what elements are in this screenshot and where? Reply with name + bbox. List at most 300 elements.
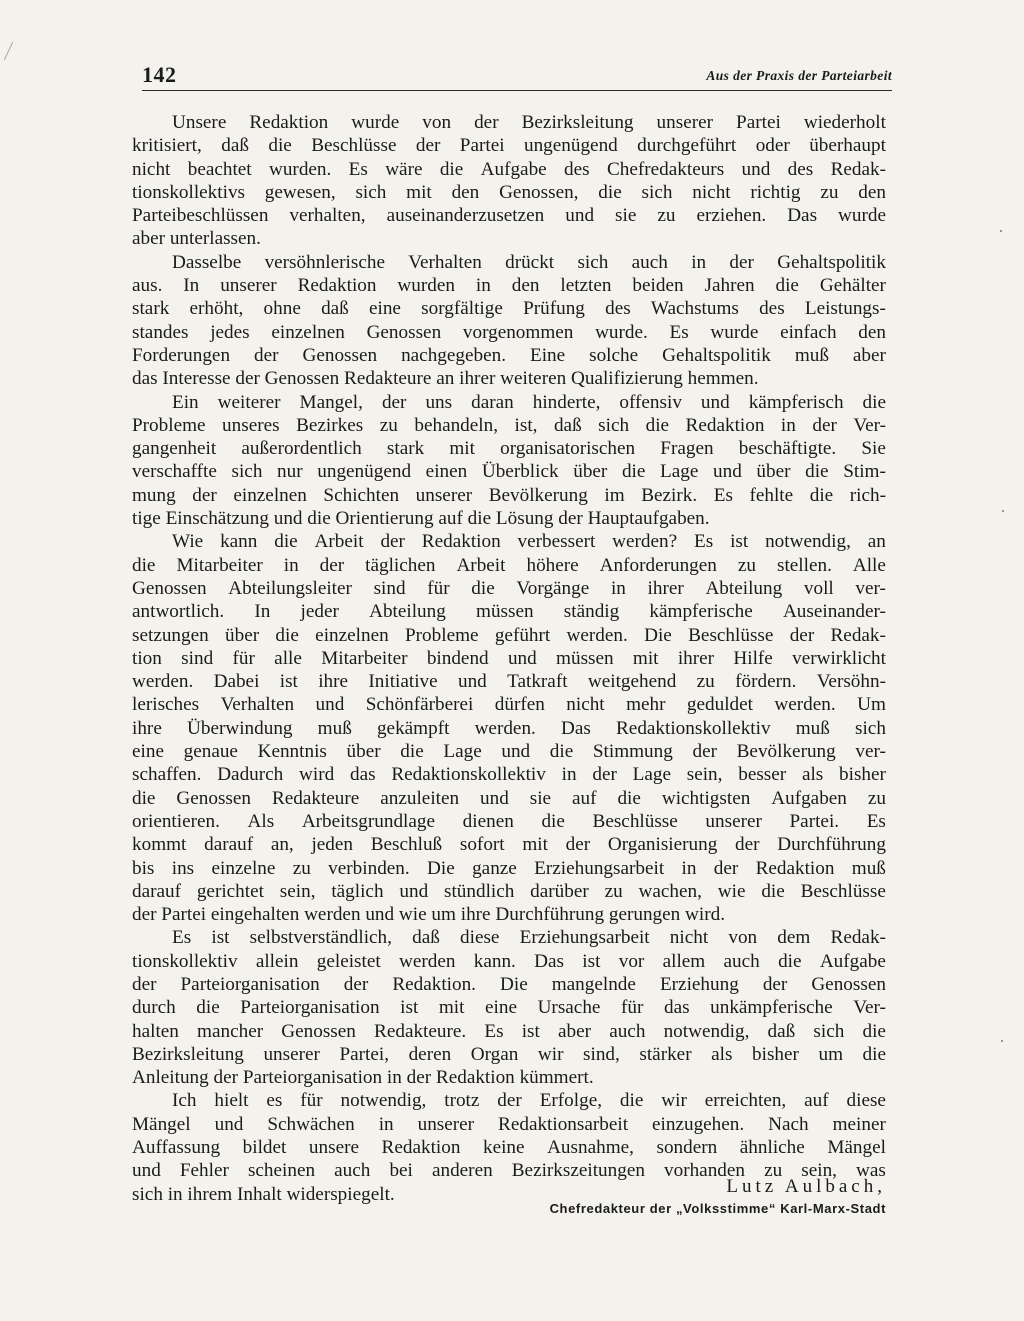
- word: kann.: [473, 950, 516, 972]
- word: nicht: [692, 181, 731, 203]
- word: überhaupt: [809, 135, 886, 157]
- word: Es: [484, 1020, 504, 1042]
- word: einzelnen: [271, 321, 345, 343]
- text-line: [132, 973, 886, 996]
- word: kämpferische: [649, 601, 753, 623]
- word: der: [762, 973, 788, 995]
- word: In: [183, 275, 200, 297]
- text-line: [132, 810, 886, 833]
- word: ver-: [855, 741, 886, 763]
- word: Leistungs-: [804, 298, 886, 320]
- word: Lage: [443, 741, 482, 763]
- word: hinderte,: [532, 391, 601, 413]
- text-line: [132, 717, 886, 740]
- word: der: [381, 391, 407, 413]
- word: der: [565, 834, 591, 856]
- word: der: [692, 741, 717, 763]
- word: lerisches: [132, 694, 200, 716]
- word: Sie: [861, 438, 886, 460]
- word: Parteibeschlüssen: [132, 205, 269, 227]
- word: den: [858, 181, 886, 203]
- word: unserer: [263, 1043, 320, 1065]
- word: allem: [662, 950, 706, 972]
- word: wurden.: [268, 158, 332, 180]
- word: bis: [132, 857, 155, 879]
- word: setzungen: [132, 624, 209, 646]
- word: schaffen.: [132, 764, 202, 786]
- word: bindend: [426, 647, 489, 669]
- word: Redaktionsarbeit: [498, 1113, 629, 1135]
- word: zu: [696, 671, 715, 693]
- word: richtig: [750, 181, 801, 203]
- word: ihre: [132, 717, 162, 739]
- word: vor: [618, 950, 645, 972]
- scan-artifact: [1000, 230, 1002, 232]
- word: Genossen: [176, 787, 251, 809]
- text-line: [132, 996, 886, 1019]
- word: Genossen: [132, 577, 207, 599]
- word: diese: [460, 927, 500, 949]
- word: ungenügend: [317, 461, 412, 483]
- word: für: [300, 1090, 323, 1112]
- word: allein: [255, 950, 299, 972]
- word: im: [604, 484, 625, 506]
- word: Es: [866, 810, 886, 832]
- text-line: das Interesse der Genossen Redakteure an ihrer weiteren Qualifizierung hemmen.: [132, 368, 759, 390]
- word: notwendig,: [663, 1020, 750, 1042]
- word: daran: [471, 391, 514, 413]
- word: der: [735, 834, 760, 856]
- word: stellen.: [776, 554, 832, 576]
- word: mehr: [626, 694, 666, 716]
- word: bisher: [839, 764, 886, 786]
- word: wurden: [397, 275, 455, 297]
- word: werden.: [774, 694, 836, 716]
- word: die: [862, 1043, 886, 1065]
- word: den: [858, 321, 886, 343]
- word: und: [507, 647, 537, 669]
- word: bisher: [752, 1043, 799, 1065]
- word: nicht: [566, 694, 605, 716]
- word: erreichten,: [704, 1090, 787, 1112]
- word: die: [132, 554, 156, 576]
- word: verhalten,: [289, 205, 366, 227]
- text-line: [132, 554, 886, 577]
- word: Das: [561, 717, 591, 739]
- word: auch: [631, 251, 668, 273]
- text-line: [132, 670, 886, 693]
- word: standes: [132, 321, 189, 343]
- text-line: [132, 1089, 886, 1112]
- word: muß: [317, 717, 352, 739]
- word: ihrer: [677, 647, 715, 669]
- word: dürfen: [494, 694, 545, 716]
- word: ständig: [563, 601, 620, 623]
- word: der: [380, 531, 405, 553]
- word: drückt: [505, 251, 555, 273]
- word: Auffassung: [132, 1137, 221, 1159]
- word: sind: [373, 577, 406, 599]
- word: und: [700, 391, 730, 413]
- word: eine: [368, 298, 401, 320]
- word: ist,: [514, 414, 538, 436]
- text-line: [132, 158, 886, 181]
- word: darauf: [204, 834, 254, 856]
- word: einzugehen.: [652, 1113, 745, 1135]
- word: Es: [694, 531, 714, 553]
- word: muß: [794, 344, 829, 366]
- word: stark: [386, 438, 425, 460]
- word: Es: [348, 158, 368, 180]
- word: ist: [730, 531, 749, 553]
- word: fehlte: [749, 484, 794, 506]
- text-line: [132, 1043, 886, 1066]
- word: Vorgänge: [516, 577, 590, 599]
- word: tionskollektivs: [132, 181, 245, 203]
- word: täglichen: [365, 554, 436, 576]
- word: jeden: [311, 834, 354, 856]
- word: Erziehungsarbeit: [519, 927, 650, 949]
- word: dienen: [462, 810, 514, 832]
- word: der: [812, 414, 837, 436]
- word: als: [711, 1043, 733, 1065]
- word: einzelne: [211, 857, 276, 879]
- word: des: [759, 298, 785, 320]
- word: Schichten: [323, 484, 400, 506]
- word: Lage: [632, 764, 671, 786]
- word: des: [564, 158, 590, 180]
- word: Durchführung: [777, 834, 886, 856]
- word: der: [254, 344, 279, 366]
- word: Dadurch: [217, 764, 284, 786]
- word: des: [605, 298, 631, 320]
- word: sofort: [459, 834, 505, 856]
- word: erhöht,: [189, 298, 244, 320]
- word: sich: [231, 461, 263, 483]
- word: bei: [389, 1160, 413, 1182]
- word: Genossen: [366, 321, 442, 343]
- word: auf: [804, 1090, 829, 1112]
- word: unserer: [656, 112, 714, 133]
- word: geführt: [494, 624, 551, 646]
- text-line: [132, 1020, 886, 1043]
- word: Bevölkerung: [736, 741, 836, 763]
- word: Ver-: [853, 414, 886, 436]
- word: beschäftigte.: [738, 438, 837, 460]
- text-line: [132, 321, 886, 344]
- text-line: [132, 624, 886, 647]
- word: Mängel: [132, 1113, 191, 1135]
- word: Partei,: [339, 1043, 390, 1065]
- word: die: [598, 181, 622, 203]
- word: Bezirk.: [641, 484, 698, 506]
- word: in: [691, 251, 707, 273]
- word: wachen,: [638, 880, 702, 902]
- text-line: [132, 763, 886, 786]
- word: es: [266, 1090, 283, 1112]
- word: Es: [669, 321, 689, 343]
- header-rule: [142, 90, 892, 91]
- word: mit: [522, 834, 548, 856]
- word: Überwindung: [187, 717, 293, 739]
- word: die: [274, 531, 298, 553]
- word: Probleme: [404, 624, 479, 646]
- word: Aufgabe: [480, 158, 547, 180]
- word: in: [681, 857, 697, 879]
- word: auf: [572, 787, 597, 809]
- word: Schönfärberei: [365, 694, 474, 716]
- word: Jahren: [704, 275, 755, 297]
- word: aus.: [132, 275, 163, 297]
- word: unkämpferische: [710, 997, 833, 1019]
- author-title: Chefredakteur der „Volksstimme“ Karl-Marx-Stadt: [549, 1201, 886, 1216]
- word: Anforderungen: [599, 554, 717, 576]
- word: die: [619, 1090, 644, 1112]
- text-line: [132, 880, 886, 903]
- word: die: [862, 1020, 886, 1042]
- word: wir: [537, 1043, 564, 1065]
- word: Das: [787, 205, 818, 227]
- word: Arbeit: [456, 554, 506, 576]
- word: Redak-: [830, 927, 886, 949]
- word: muß: [851, 857, 886, 879]
- word: ganze: [472, 857, 517, 879]
- word: und: [565, 205, 595, 227]
- word: anzuleiten: [380, 787, 460, 809]
- word: stark: [132, 298, 170, 320]
- word: Beschlüsse: [311, 135, 397, 157]
- word: verschaffte: [132, 461, 217, 483]
- word: Abteilung: [369, 601, 446, 623]
- word: Erziehungsarbeit: [534, 857, 665, 879]
- text-line: [132, 251, 886, 274]
- word: Bevölkerung: [488, 484, 588, 506]
- word: Genossen: [302, 344, 378, 366]
- word: einzelnen: [315, 624, 389, 646]
- word: nicht: [132, 158, 171, 180]
- word: In: [254, 601, 271, 623]
- word: Forderungen: [132, 344, 231, 366]
- word: wie: [717, 880, 746, 902]
- word: Schwächen: [267, 1113, 355, 1135]
- word: die: [645, 414, 670, 436]
- word: Unsere: [172, 112, 227, 133]
- word: Als: [247, 810, 275, 832]
- word: Bezirksleitung: [521, 112, 634, 133]
- word: aber: [558, 1020, 592, 1042]
- scan-artifact: [4, 42, 23, 60]
- word: trotz: [444, 1090, 480, 1112]
- word: Wachstums: [650, 298, 739, 320]
- word: müssen: [556, 647, 614, 669]
- text-line: der Partei eingehalten werden und wie um ihre Durchführung gerungen wird.: [132, 904, 726, 926]
- word: Hilfe: [733, 647, 773, 669]
- text-line: [132, 344, 886, 367]
- word: Redaktion: [755, 857, 835, 879]
- word: halten: [132, 1020, 179, 1042]
- text-line: [132, 1136, 886, 1159]
- word: nur: [277, 461, 303, 483]
- word: auch: [334, 1160, 371, 1182]
- text-line: [132, 1113, 886, 1136]
- word: unseres: [222, 414, 280, 436]
- word: die: [549, 741, 574, 763]
- word: mangelnde: [551, 973, 636, 995]
- word: Initiative: [368, 671, 438, 693]
- word: einfach: [780, 321, 837, 343]
- word: daß: [412, 927, 440, 949]
- word: mit: [449, 438, 475, 460]
- word: wurde: [838, 205, 886, 227]
- word: Organ: [470, 1043, 519, 1065]
- word: Parteiorganisation: [240, 997, 380, 1019]
- word: Abteilung: [705, 577, 783, 599]
- word: notwendig,: [765, 531, 851, 553]
- word: was: [856, 1160, 886, 1182]
- text-line: [132, 787, 886, 810]
- word: werden.: [474, 717, 536, 739]
- word: mit: [438, 997, 465, 1019]
- word: Redaktion: [421, 531, 501, 553]
- word: selbstverständlich,: [249, 927, 392, 949]
- word: in: [610, 577, 626, 599]
- word: Abteilungsleiter: [228, 577, 352, 599]
- word: Bezirksleitung: [132, 1043, 244, 1065]
- word: Stimmung: [592, 741, 673, 763]
- word: ist: [521, 1020, 540, 1042]
- word: die: [805, 461, 829, 483]
- word: offensiv: [619, 391, 682, 413]
- word: wurde: [351, 112, 400, 133]
- word: zu: [379, 414, 398, 436]
- word: einzelnen: [233, 484, 307, 506]
- word: Chefredakteurs: [606, 158, 725, 180]
- word: über: [346, 741, 381, 763]
- word: Es: [172, 927, 192, 949]
- word: gewesen,: [264, 181, 336, 203]
- word: keine: [482, 1137, 525, 1159]
- word: und: [457, 671, 487, 693]
- word: ist: [211, 927, 230, 949]
- word: Aufgaben: [771, 787, 847, 809]
- word: ungenügend: [523, 135, 618, 157]
- word: Gehälter: [819, 275, 886, 297]
- text-line: tige Einschätzung und die Orientierung auf die Lösung der Hauptaufgaben.: [132, 508, 710, 530]
- text-line: [132, 111, 886, 134]
- word: über: [573, 461, 608, 483]
- text-line: [132, 577, 886, 600]
- word: meiner: [832, 1113, 886, 1135]
- word: der: [192, 484, 217, 506]
- word: in: [283, 554, 299, 576]
- word: wird: [299, 764, 335, 786]
- word: sich: [598, 414, 630, 436]
- word: sich: [577, 251, 609, 273]
- word: an: [867, 531, 886, 553]
- word: die: [275, 624, 299, 646]
- word: geduldet: [686, 694, 753, 716]
- word: Stim-: [843, 461, 886, 483]
- word: darauf: [132, 880, 181, 902]
- word: werden?: [612, 531, 678, 553]
- word: für: [427, 577, 450, 599]
- word: ins: [171, 857, 195, 879]
- word: und: [501, 741, 531, 763]
- word: Ich: [172, 1090, 197, 1112]
- word: die: [809, 484, 834, 506]
- word: kann: [220, 531, 258, 553]
- word: täglich: [331, 880, 384, 902]
- word: geleistet: [316, 950, 381, 972]
- word: uns: [425, 391, 453, 413]
- word: der: [319, 554, 345, 576]
- word: Verhalten: [408, 251, 482, 273]
- text-line: [132, 297, 886, 320]
- word: die: [541, 810, 565, 832]
- word: gangenheit: [132, 438, 217, 460]
- word: über: [756, 461, 791, 483]
- word: und: [315, 694, 345, 716]
- word: Lage: [660, 461, 699, 483]
- word: in: [378, 1113, 394, 1135]
- word: Gehaltspolitik: [777, 251, 886, 273]
- word: den: [451, 181, 480, 203]
- word: vorhanden: [664, 1160, 746, 1182]
- word: Redaktion: [249, 112, 329, 133]
- word: organisatorischen: [500, 438, 636, 460]
- word: daß: [767, 1020, 796, 1042]
- text-line: aber unterlassen.: [132, 228, 261, 250]
- word: Partei: [736, 112, 781, 133]
- word: wiederholt: [803, 112, 886, 133]
- word: Nach: [768, 1113, 809, 1135]
- word: Verhalten: [220, 694, 295, 716]
- word: Erfolge,: [539, 1090, 603, 1112]
- word: Redaktion: [297, 275, 377, 297]
- word: Partei: [459, 135, 505, 157]
- word: die: [400, 741, 424, 763]
- word: Die: [427, 857, 455, 879]
- word: Aufgabe: [819, 950, 886, 972]
- word: Wie: [172, 531, 204, 553]
- word: weiterer: [217, 391, 281, 413]
- word: Tatkraft: [507, 671, 568, 693]
- word: tion: [132, 647, 162, 669]
- text-line: [132, 740, 886, 763]
- word: unserer: [220, 275, 277, 297]
- word: stündlich: [443, 880, 515, 902]
- word: für: [232, 647, 255, 669]
- word: der: [592, 764, 617, 786]
- word: sich: [855, 717, 886, 739]
- word: Es: [713, 484, 733, 506]
- word: der: [343, 973, 369, 995]
- word: auseinanderzusetzen: [386, 205, 545, 227]
- word: Ein: [172, 391, 199, 413]
- word: daß: [553, 414, 582, 436]
- word: Mangel,: [299, 391, 363, 413]
- word: einen: [425, 461, 468, 483]
- word: notwendig,: [340, 1090, 427, 1112]
- word: werden.: [132, 671, 194, 693]
- word: Beschluß: [370, 834, 443, 856]
- word: Redak-: [830, 624, 886, 646]
- word: voll: [803, 577, 834, 599]
- word: solche: [589, 344, 639, 366]
- word: mung: [132, 484, 176, 506]
- word: die: [132, 787, 156, 809]
- text-line: [132, 857, 886, 880]
